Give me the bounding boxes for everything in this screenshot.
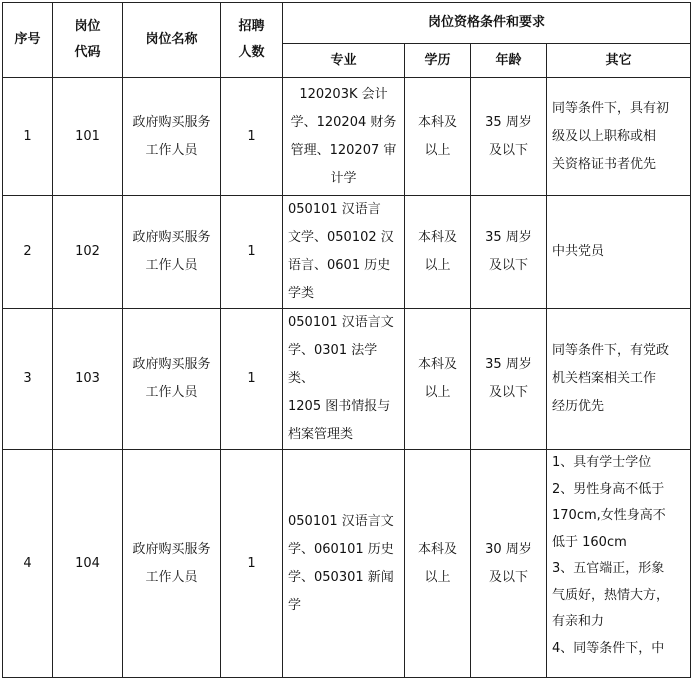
table-row: [3, 196, 691, 309]
cell-seq: 4: [3, 450, 53, 678]
cell-age: 35 周岁 及以下: [471, 309, 547, 450]
header-major: 专业: [283, 44, 405, 78]
cell-education: 本科及 以上: [405, 78, 471, 196]
cell-other: 同等条件下，有党政 机关档案相关工作 经历优先: [547, 309, 691, 450]
header-age: 年龄: [471, 44, 547, 78]
cell-count: 1: [221, 78, 283, 196]
table-row: [3, 450, 691, 678]
cell-code: 103: [53, 309, 123, 450]
cell-code: 101: [53, 78, 123, 196]
cell-age: 35 周岁 及以下: [471, 78, 547, 196]
header-other: 其它: [547, 44, 691, 78]
cell-name: 政府购买服务 工作人员: [123, 309, 221, 450]
cell-count: 1: [221, 196, 283, 309]
cell-count: 1: [221, 309, 283, 450]
header-education: 学历: [405, 44, 471, 78]
cell-major: 120203K 会计 学、120204 财务 管理、120207 审 计学: [283, 78, 405, 196]
cell-other-text: 1、具有学士学位 2、男性身高不低于 170cm,女性身高不 低于 160cm 3、五官端正，形象 气质好，热情大方， 有亲和力 4、同等条件下，中: [552, 455, 670, 656]
cell-other: [547, 450, 691, 678]
table-row: [3, 78, 691, 196]
cell-seq: 2: [3, 196, 53, 309]
cell-age: 30 周岁 及以下: [471, 450, 547, 678]
cell-name: 政府购买服务 工作人员: [123, 450, 221, 678]
cell-count: 1: [221, 450, 283, 678]
header-qualifications: 岗位资格条件和要求: [283, 3, 691, 44]
header-name: 岗位名称: [123, 3, 221, 78]
cell-education: 本科及 以上: [405, 196, 471, 309]
cell-other: 中共党员: [547, 196, 691, 309]
job-requirements-table: [2, 2, 691, 678]
cell-other: 同等条件下，具有初 级及以上职称或相 关资格证书者优先: [547, 78, 691, 196]
cell-major: 050101 汉语言文 学、0301 法学类、 1205 图书情报与 档案管理类: [283, 309, 405, 450]
cell-code: 102: [53, 196, 123, 309]
header-seq: 序号: [3, 3, 53, 78]
header-count: 招聘 人数: [221, 3, 283, 78]
cell-major: 050101 汉语言 文学、050102 汉 语言、0601 历史 学类: [283, 196, 405, 309]
cell-name: 政府购买服务 工作人员: [123, 196, 221, 309]
cell-seq: 3: [3, 309, 53, 450]
cell-education: 本科及 以上: [405, 309, 471, 450]
cell-education: 本科及 以上: [405, 450, 471, 678]
header-row-1: [3, 3, 691, 44]
cell-major: 050101 汉语言文 学、060101 历史 学、050301 新闻 学: [283, 450, 405, 678]
cell-name: 政府购买服务 工作人员: [123, 78, 221, 196]
cell-seq: 1: [3, 78, 53, 196]
cell-code: 104: [53, 450, 123, 678]
table-row: [3, 309, 691, 450]
cell-age: 35 周岁 及以下: [471, 196, 547, 309]
header-code: 岗位 代码: [53, 3, 123, 78]
